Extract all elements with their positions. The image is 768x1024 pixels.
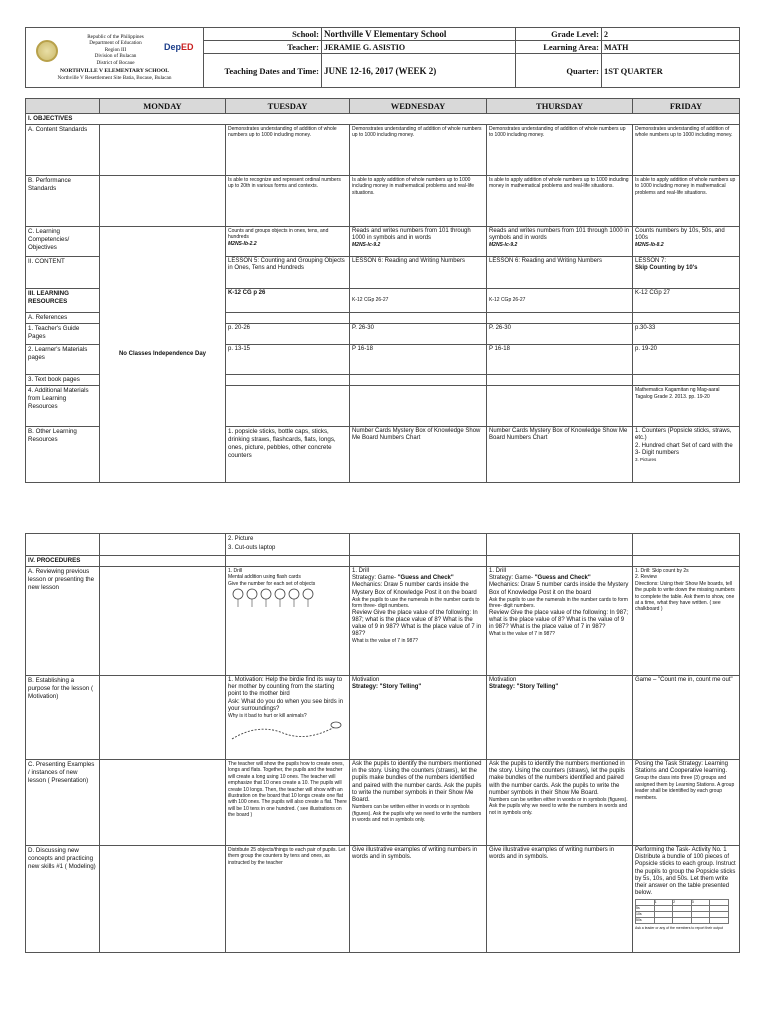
row-label: A. Content Standards bbox=[26, 125, 100, 176]
activity-table bbox=[635, 899, 729, 924]
cell: K-12 CGp 26-27 bbox=[350, 289, 487, 313]
cell: What is the value of 7 in 987? bbox=[489, 631, 555, 638]
cell: LESSON 6: Reading and Writing Numbers bbox=[350, 257, 487, 289]
cell: Mechanics: Draw 5 number cards inside the Mystery Box of Knowledge Post it on the board bbox=[489, 582, 629, 596]
cell: Performing the Task- Activity No. 1 Distribute a bundle of 100 pieces of Popsicle sticks to each group. Instruct the pupils to group the Popsicle sticks by 5s, 10s, and 50s. Let them write their answer on the table presented below. bbox=[635, 847, 736, 897]
cell: Ask the pupils to identify the numbers mentioned in the story. Using the counters (straws), let the pupils make bundles of the numbers identified and paired with the number cards. Ask the pupils to write the number symbols in their Show Me Board. bbox=[352, 761, 482, 803]
row-label: II. CONTENT bbox=[26, 257, 100, 289]
cell: Group the class into three (3) groups and assigned them by Learning Stations. A group leader shall be identified by each group members. bbox=[635, 775, 735, 801]
division-seal-icon bbox=[36, 40, 58, 62]
cell: Demonstrates understanding of addition of whole numbers up to 1000 including money. bbox=[226, 125, 350, 176]
cell: Mathematics Kagamitan ng Mag-aaral Tagalog Grade 2. 2013. pp. 19-20 bbox=[633, 386, 740, 427]
school-name-line: NORTHVILLE V ELEMENTARY SCHOOL bbox=[60, 68, 169, 74]
cell: Ask the pupils to identify the numbers mentioned in the story. Using the counters (straws), let the pupils make bundles of the numbers identified and paired with the number cards. Ask the pupils to write the number symbols in their Show Me Board. bbox=[489, 761, 625, 796]
cell: Is able to apply addition of whole numbers up to 1000 including money in mathematical problems and real-life situations. bbox=[487, 176, 633, 227]
cell: Give the number for each set of objects bbox=[228, 580, 316, 587]
row-label: B. Performance Standards bbox=[26, 176, 100, 227]
cell: P 16-18 bbox=[350, 345, 487, 375]
dates-value: JUNE 12-16, 2017 (WEEK 2) bbox=[322, 54, 516, 88]
holiday-note: No Classes Independence Day bbox=[100, 227, 226, 483]
day-header: FRIDAY bbox=[633, 99, 740, 114]
cell: 3. Pictures bbox=[635, 456, 657, 462]
dll-table-page1 bbox=[25, 98, 739, 483]
cell: Mechanics: Draw 5 number cards inside the Mystery Box of Knowledge Post it on the board bbox=[352, 582, 477, 596]
header bbox=[25, 27, 739, 88]
cell: 2. Picture bbox=[228, 536, 254, 542]
cell: Motivation bbox=[489, 677, 517, 684]
cell: 1. Motivation: Help the birdie find its way to her mother by counting from the starting point to the mother bird bbox=[228, 677, 343, 698]
cell: Ask a leader or any of the members to report their output bbox=[635, 926, 723, 931]
cell: 2. Hundred chart Set of card with the 3- Digit numbers bbox=[635, 442, 733, 456]
cell: Directions: Using their Show Me boards, tell the pupils to write down the missing numbers to complete the table. Ask them to show, one at a time, what they have written. ( see chalkboard ) bbox=[635, 580, 735, 613]
day-header: MONDAY bbox=[100, 99, 226, 114]
row-label: 3. Text book pages bbox=[26, 375, 100, 386]
cell: 2 bbox=[673, 900, 692, 906]
section-objectives: I. OBJECTIVES bbox=[26, 114, 740, 125]
cell: 1. Drill bbox=[352, 568, 370, 575]
cell: P. 26-30 bbox=[350, 324, 487, 345]
teacher-label: Teacher: bbox=[204, 41, 322, 54]
cell: Distribute 25 objects/things to each pair of pupils. Let them group the counters by tens and ones, as instructed by the teacher bbox=[226, 846, 350, 953]
cell: The teacher will show the pupils how to create ones, longs and flats. Together, the pupils and the teacher will create a long using 10 ones. The teacher will emphasize that 10 ones create a 10. The pupils will create 10 longs. Then, the teacher will show with an illustration on the board that 10 longs create one flat with 100 ones. The pupils will also create a flat. There will be 10 tens in one hundred. ( see illustrations on the board ) bbox=[226, 760, 350, 846]
day-header: WEDNESDAY bbox=[350, 99, 487, 114]
cell: 3 bbox=[691, 900, 710, 906]
deped-logo: DepED bbox=[164, 42, 194, 52]
cell: Give illustrative examples of writing numbers in words and in symbols. bbox=[487, 846, 633, 953]
row-label: B. Establishing a purpose for the lesson ( Motivation) bbox=[26, 676, 100, 760]
cell: 5s bbox=[636, 906, 655, 912]
cell: Ask the pupils to use the numerals in the number cards to form three- digit numbers. bbox=[352, 596, 480, 610]
quarter-value: 1ST QUARTER bbox=[602, 54, 740, 88]
cell: Numbers can be written either in words or in symbols (figures). Ask the pupils why we need to write the numbers in words and not in symbols only. bbox=[352, 804, 482, 823]
cell: Review Give the place value of the following: In 987; what is the place value of 8? What is the value of 9 in 987? What is the place value of 7 in 987? bbox=[489, 609, 629, 630]
cell: Reads and writes numbers from 101 through 1000 in symbols and in words bbox=[489, 228, 630, 242]
competency-code: M2NS-Ic-9.2 bbox=[352, 242, 381, 249]
corner-cell bbox=[26, 99, 100, 114]
row-label: B. Other Learning Resources bbox=[26, 427, 100, 483]
cell: K-12 CGp 27 bbox=[633, 289, 740, 313]
cell: Motivation bbox=[352, 677, 380, 684]
cell: Mental addition using flash cards bbox=[228, 574, 301, 581]
cell: Why is it bad to hurt or kill animals? bbox=[228, 713, 307, 719]
area-value: MATH bbox=[602, 41, 740, 54]
cell: LESSON 5: Counting and Grouping Objects in Ones, Tens and Hundreds bbox=[226, 257, 350, 289]
row-label: III. LEARNING RESOURCES bbox=[26, 289, 100, 313]
letterhead-line: Republic of the Philippines bbox=[87, 33, 144, 40]
cell: LESSON 7: bbox=[635, 258, 667, 265]
cell: K-12 CGp 26-27 bbox=[487, 289, 633, 313]
row-label: A. References bbox=[26, 313, 100, 324]
teacher-value: JERAMIE G. ASISTIO bbox=[322, 41, 516, 54]
school-letterhead bbox=[26, 28, 204, 88]
cell: Give illustrative examples of writing numbers in words and in symbols. bbox=[350, 846, 487, 953]
letterhead-line: District of Bocaue bbox=[96, 59, 135, 66]
row-label: 1. Teacher's Guide Pages bbox=[26, 324, 100, 345]
cell: Game – "Count me in, count me out" bbox=[633, 676, 740, 760]
cell: 2. Review bbox=[635, 574, 657, 581]
cell: Number Cards Mystery Box of Knowledge Show Me Board Numbers Chart bbox=[487, 427, 633, 483]
cell: Is able to apply addition of whole numbers up to 1000 including money in mathematical problems and real-life situations. bbox=[633, 176, 740, 227]
school-value: Northville V Elementary School bbox=[322, 28, 516, 41]
cell: Counts and groups objects in ones, tens, and hundreds bbox=[228, 228, 329, 241]
day-header: TUESDAY bbox=[226, 99, 350, 114]
letterhead-line: Region III bbox=[104, 46, 127, 53]
quarter-label: Quarter: bbox=[516, 54, 602, 88]
cell: Numbers can be written either in words or in symbols (figures). Ask the pupils why we need to write the numbers in words and not in symbols only. bbox=[489, 797, 628, 816]
cell: 1. Counters (Popsicle sticks, straws, etc.) bbox=[635, 428, 732, 442]
grade-value: 2 bbox=[602, 28, 740, 41]
cell: Is able to apply addition of whole numbers up to 1000 including money in mathematical problems and real-life situations. bbox=[350, 176, 487, 227]
cell: Demonstrates understanding of addition of whole numbers up to 1000 including money. bbox=[633, 125, 740, 176]
school-address-line: Northville V Resettlement Site Batia, Bocaue, Bulacan bbox=[57, 74, 172, 81]
cell: 1. popsicle sticks, bottle caps, sticks, drinking straws, flashcards, flats, longs, ones, picture, pebbles, other concrete counters bbox=[226, 427, 350, 483]
competency-code: M2NS-Ib-8.2 bbox=[635, 242, 664, 249]
cell: Strategy: Game- bbox=[352, 575, 397, 582]
cell: Strategy: "Story Telling" bbox=[489, 684, 559, 691]
cell: "Guess and Check" bbox=[534, 575, 591, 582]
cell: Review Give the place value of the following: In 987; what is the place value of 8? What is the value of 9 in 987? What is the place value of 7 in 987? bbox=[352, 609, 482, 638]
cell: Strategy: "Story Telling" bbox=[352, 684, 422, 691]
letterhead-line: Department of Education bbox=[89, 40, 142, 46]
cell: Demonstrates understanding of addition of whole numbers up to 1000 including money. bbox=[487, 125, 633, 176]
cell: Number Cards Mystery Box of Knowledge Show Me Board Numbers Chart bbox=[350, 427, 487, 483]
cell: P. 26-30 bbox=[487, 324, 633, 345]
cell: p. 19-20 bbox=[633, 345, 740, 375]
bird-path-illustration bbox=[228, 719, 346, 743]
grade-label: Grade Level: bbox=[516, 28, 602, 41]
cell: Posing the Task Strategy: Learning Stations and Cooperative learning. bbox=[635, 761, 728, 775]
cell: 1. Drill: Skip count by 2s bbox=[635, 568, 689, 575]
row-label: 4. Additional Materials from Learning Resources bbox=[26, 386, 100, 427]
dll-table-page2 bbox=[25, 533, 739, 953]
cell: Ask: What do you do when you see birds in your surroundings? bbox=[228, 698, 344, 712]
cell: What is the value of 7 in 987? bbox=[352, 638, 418, 645]
cell: Skip Counting by 10's bbox=[635, 265, 698, 272]
cell: 1. Drill bbox=[489, 568, 507, 575]
cell: 10s bbox=[636, 912, 655, 918]
day-header: THURSDAY bbox=[487, 99, 633, 114]
objects-illustration bbox=[228, 587, 324, 609]
cell: Demonstrates understanding of addition of whole numbers up to 1000 including money. bbox=[350, 125, 487, 176]
row-label: C. Learning Competencies/ Objectives bbox=[26, 227, 100, 257]
letterhead-line: Division of Bulacan bbox=[94, 53, 137, 59]
cell: Counts numbers by 10s, 50s, and 100s bbox=[635, 228, 725, 242]
cell: 1 bbox=[654, 900, 673, 906]
cell: p. 20-26 bbox=[226, 324, 350, 345]
cell: 3. Cut-outs laptop bbox=[228, 545, 276, 551]
competency-code: M2NS-Ib-2.2 bbox=[228, 240, 257, 247]
cell: K-12 CG p 26 bbox=[226, 289, 350, 313]
school-label: School: bbox=[204, 28, 322, 41]
section-procedures: IV. PROCEDURES bbox=[26, 556, 100, 567]
cell: 1. Drill bbox=[228, 568, 243, 575]
row-label: D. Discussing new concepts and practicing new skills #1 ( Modeling) bbox=[26, 846, 100, 953]
cell: 50s bbox=[636, 918, 655, 924]
dates-label: Teaching Dates and Time: bbox=[204, 54, 322, 88]
competency-code: M2NS-Ic-9.2 bbox=[489, 242, 518, 249]
row-label: 2. Learner's Materials pages bbox=[26, 345, 100, 375]
cell: LESSON 6: Reading and Writing Numbers bbox=[487, 257, 633, 289]
cell: Ask the pupils to use the numerals in the number cards to form three- digit numbers. bbox=[489, 596, 628, 610]
cell: "Guess and Check" bbox=[397, 575, 454, 582]
cell: p. 13-15 bbox=[226, 345, 350, 375]
cell: P 16-18 bbox=[487, 345, 633, 375]
cell: Is able to recognize and represent ordinal numbers up to 20th in various forms and contexts. bbox=[226, 176, 350, 227]
area-label: Learning Area: bbox=[516, 41, 602, 54]
row-label: C. Presenting Examples / instances of new lesson ( Presentation) bbox=[26, 760, 100, 846]
cell: Reads and writes numbers from 101 through 1000 in symbols and in words bbox=[352, 228, 471, 242]
cell: p.30-33 bbox=[633, 324, 740, 345]
cell: Strategy: Game- bbox=[489, 575, 534, 582]
row-label: A. Reviewing previous lesson or presenting the new lesson bbox=[26, 567, 100, 676]
